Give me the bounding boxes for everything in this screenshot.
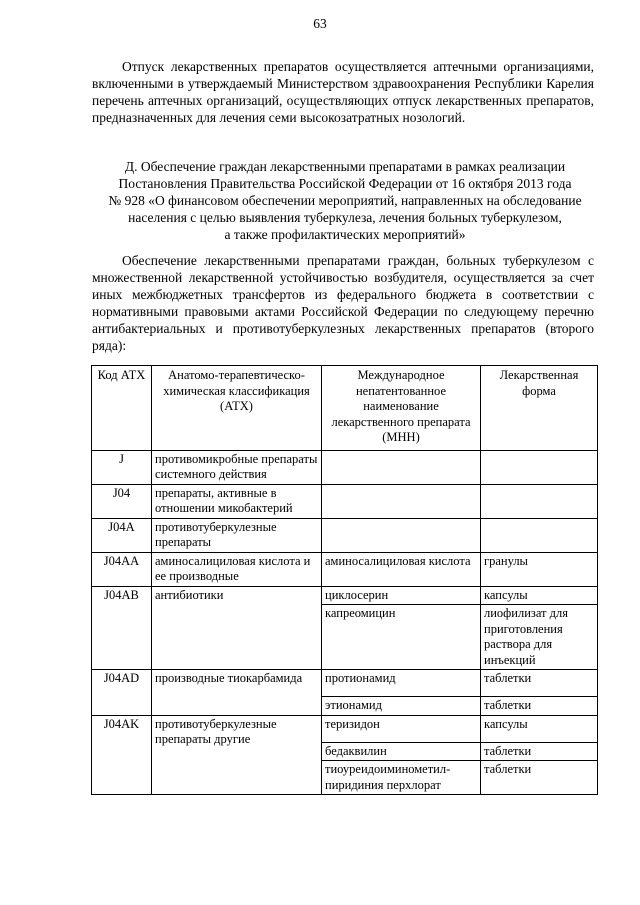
- form-cell: гранулы: [481, 552, 598, 586]
- form-cell: [481, 450, 598, 484]
- atc-code-cell: J: [92, 450, 152, 484]
- section-heading: [90, 158, 600, 243]
- atc-code-cell: J04A: [92, 518, 152, 552]
- form-cell: капсулы: [481, 715, 598, 742]
- heading-line: № 928 «О финансовом обеспечении мероприятий, направленных на обследование: [108, 193, 582, 208]
- atc-code-cell: J04AA: [92, 552, 152, 586]
- inn-cell: бедаквилин: [322, 742, 481, 761]
- table-row: [92, 586, 598, 605]
- form-cell: капсулы: [481, 586, 598, 605]
- form-cell: [481, 484, 598, 518]
- classification-cell: противотуберкулезные препараты: [152, 518, 322, 552]
- header-inn: Международное непатентованное наименование лекарственного препарата (МНН): [322, 366, 481, 451]
- heading-line: населения с целью выявления туберкулеза, лечения больных туберкулезом,: [128, 210, 562, 225]
- inn-cell: капреомицин: [322, 605, 481, 670]
- heading-line: Постановления Правительства Российской Федерации от 16 октября 2013 года: [118, 176, 572, 191]
- atc-code-cell: J04: [92, 484, 152, 518]
- form-cell: таблетки: [481, 670, 598, 697]
- classification-cell: производные тиокарбамида: [152, 670, 322, 716]
- inn-cell: циклосерин: [322, 586, 481, 605]
- table-row: [92, 715, 598, 742]
- inn-cell: этионамид: [322, 697, 481, 716]
- inn-cell: протионамид: [322, 670, 481, 697]
- classification-cell: антибиотики: [152, 586, 322, 670]
- inn-cell: [322, 450, 481, 484]
- classification-cell: аминосалициловая кислота и ее производные: [152, 552, 322, 586]
- form-cell: таблетки: [481, 742, 598, 761]
- inn-cell: тиоуреидоиминометил-пиридиния перхлорат: [322, 761, 481, 795]
- classification-cell: противомикробные препараты системного действия: [152, 450, 322, 484]
- inn-cell: теризидон: [322, 715, 481, 742]
- page-number: 63: [313, 16, 327, 31]
- form-cell: лиофилизат для приготовления раствора для инъекций: [481, 605, 598, 670]
- classification-cell: препараты, активные в отношении микобактерий: [152, 484, 322, 518]
- atc-code-cell: J04AD: [92, 670, 152, 716]
- table-row: [92, 552, 598, 586]
- form-cell: [481, 518, 598, 552]
- inn-cell: аминосалициловая кислота: [322, 552, 481, 586]
- header-atc-classification: Анатомо-терапевтическо-химическая классификация (АТХ): [152, 366, 322, 451]
- paragraph-dispensing: Отпуск лекарственных препаратов осуществляется аптечными организациями, включенными в утверждаемый Министерством здравоохранения Республики Карелия перечень аптечных организаций, осуществляющих отпуск лекарственных препаратов, предназначенных для лечения семи высокозатратных нозологий.: [92, 59, 594, 125]
- atc-drug-table: [91, 365, 598, 795]
- form-cell: таблетки: [481, 697, 598, 716]
- classification-cell: противотуберкулезные препараты другие: [152, 715, 322, 795]
- inn-cell: [322, 518, 481, 552]
- inn-cell: [322, 484, 481, 518]
- heading-line: а также профилактических мероприятий»: [224, 227, 466, 242]
- header-atc-code: Код АТХ: [92, 366, 152, 451]
- heading-line: Д. Обеспечение граждан лекарственными препаратами в рамках реализации: [124, 159, 566, 174]
- form-cell: таблетки: [481, 761, 598, 795]
- table-row: [92, 518, 598, 552]
- header-dosage-form: Лекарственная форма: [481, 366, 598, 451]
- table-row: [92, 484, 598, 518]
- atc-code-cell: J04AK: [92, 715, 152, 795]
- table-header-row: [92, 366, 598, 451]
- paragraph-tuberculosis: Обеспечение лекарственными препаратами граждан, больных туберкулезом с множественной лекарственной устойчивостью возбудителя, осуществляется за счет иных межбюджетных трансфертов из федерального бюджета в соответствии с нормативными правовыми актами Российской Федерации по следующему перечню антибактериальных и противотуберкулезных лекарственных препаратов (второго ряда):: [92, 253, 594, 353]
- table-row: [92, 450, 598, 484]
- table-row: [92, 670, 598, 697]
- atc-code-cell: J04AB: [92, 586, 152, 670]
